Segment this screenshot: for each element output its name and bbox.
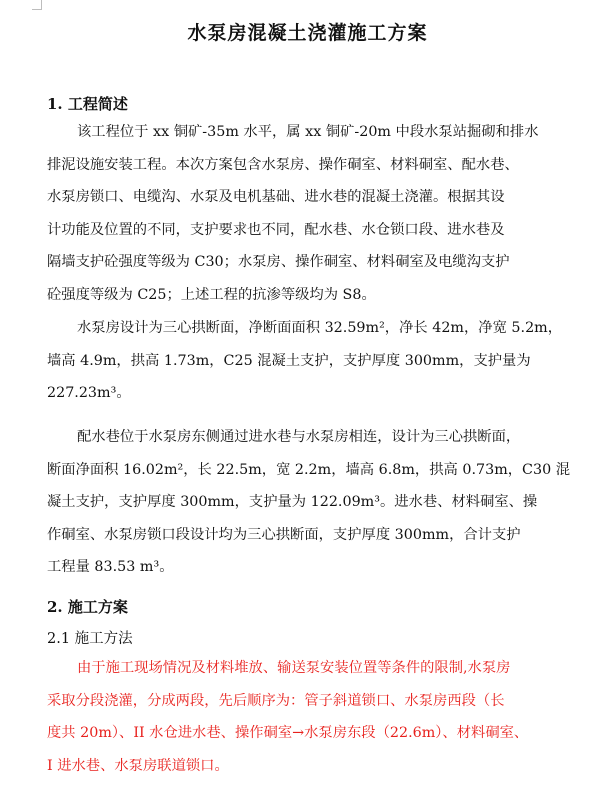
text-line: 由于施工现场情况及材料堆放、输送泵安装位置等条件的限制,水泵房 bbox=[77, 660, 511, 676]
text-line: 配水巷位于水泵房东侧通过进水巷与水泵房相连，设计为三心拱断面， bbox=[77, 429, 521, 445]
paragraph-construction-method bbox=[47, 652, 587, 782]
text-line: 砼强度等级为 C25；上述工程的抗渗等级均为 S8。 bbox=[47, 286, 376, 303]
text-line: 凝土支护，支护厚度 300mm，支护量为 122.09m³。进水巷、材料硐室、操 bbox=[47, 494, 538, 511]
text-line: 墙高 4.9m，拱高 1.73m，C25 混凝土支护，支护厚度 300mm，支护量为 bbox=[47, 352, 531, 369]
text-line: 该工程位于 xx 铜矿-35m 水平，属 xx 铜矿-20m 中段水泵站掘砌和排水 bbox=[77, 124, 539, 140]
document-title: 水泵房混凝土浇灌施工方案 bbox=[187, 22, 428, 44]
paragraph-water-distribution-tunnel bbox=[47, 421, 587, 584]
text-line: 断面净面积 16.02m²，长 22.5m，宽 2.2m，墙高 6.8m，拱高 0.73m，C30 混 bbox=[47, 461, 571, 478]
section-heading-overview: 1. 工程简述 bbox=[47, 95, 128, 113]
page-corner-mark bbox=[32, 0, 42, 10]
section-heading-construction-plan: 2. 施工方案 bbox=[47, 598, 128, 616]
text-line: I 进水巷、水泵房联道锁口。 bbox=[47, 757, 229, 774]
text-line: 采取分段浇灌，分成两段，先后顺序为：管子斜道锁口、水泵房西段（长 bbox=[47, 692, 505, 709]
text-line: 排泥设施安装工程。本次方案包含水泵房、操作硐室、材料硐室、配水巷、 bbox=[47, 156, 519, 173]
text-line: 度共 20m）、II 水仓进水巷、操作硐室→水泵房东段（22.6m）、材料硐室、 bbox=[47, 725, 529, 742]
subsection-heading-construction-method: 2.1 施工方法 bbox=[47, 631, 133, 647]
text-line: 计功能及位置的不同，支护要求也不同，配水巷、水仓锁口段、进水巷及 bbox=[47, 221, 505, 238]
paragraph-project-overview bbox=[47, 116, 587, 312]
text-line: 作硐室、水泵房锁口段设计均为三心拱断面，支护厚度 300mm，合计支护 bbox=[47, 526, 521, 543]
text-line: 227.23m³。 bbox=[47, 385, 131, 402]
text-line: 水泵房设计为三心拱断面，净断面面积 32.59m²，净长 42m，净宽 5.2m， bbox=[77, 320, 563, 336]
text-line: 水泵房锁口、电缆沟、水泵及电机基础、进水巷的混凝土浇灌。根据其设 bbox=[47, 189, 505, 206]
text-line: 隔墙支护砼强度等级为 C30；水泵房、操作硐室、材料硐室及电缆沟支护 bbox=[47, 254, 510, 271]
text-line: 工程量 83.53 m³。 bbox=[47, 559, 174, 576]
paragraph-pump-room bbox=[47, 312, 587, 410]
